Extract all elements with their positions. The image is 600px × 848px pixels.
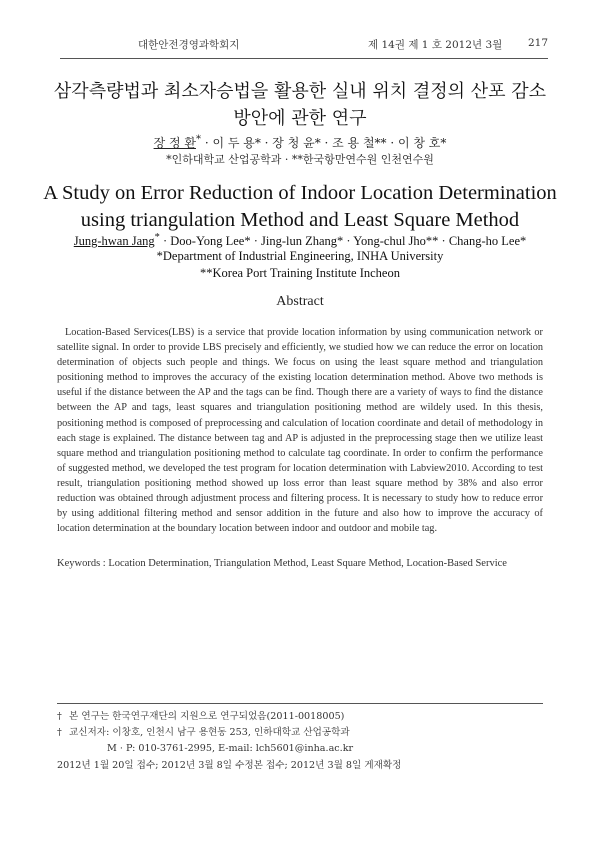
english-first-author-mark: *: [154, 232, 160, 243]
korean-authors: [40, 134, 560, 151]
footnotes: [57, 709, 543, 774]
korean-other-authors: · 이 두 용* · 장 청 윤* · 조 용 철** · 이 창 호*: [201, 136, 447, 150]
english-title-line-1: A Study on Error Reduction of Indoor Location Determination: [43, 182, 557, 204]
english-first-author: Jung-hwan Jang: [73, 234, 155, 249]
korean-title-line-2: 방안에 관한 연구: [233, 108, 367, 129]
corresponding-author-text: 교신저자: 이창호, 인천시 남구 용현동 253, 인하대학교 산업공학과: [69, 727, 350, 739]
footnote-rule: [57, 703, 543, 704]
page-number: 217: [527, 37, 548, 49]
english-title: [30, 180, 570, 234]
funding-text: 본 연구는 한국연구재단의 지원으로 연구되었음(2011-0018005): [69, 711, 345, 722]
korean-first-author: 장 정 환: [153, 136, 196, 150]
submission-dates: 2012년 1월 20일 접수; 2012년 3월 8일 수정본 접수; 2012년 3월 8일 게재확정: [57, 759, 402, 771]
dagger-mark: †: [57, 727, 62, 739]
header-rule: [60, 58, 548, 59]
contact-info: M · P: 010-3761-2995, E-mail: lch5601@inha.ac.kr: [107, 743, 354, 755]
abstract-heading: Abstract: [276, 294, 324, 309]
korean-affiliation: *인하대학교 산업공학과 · **한국항만연수원 인천연수원: [166, 153, 434, 166]
journal-name: 대한안전경영과학회지: [138, 39, 240, 51]
keywords: Keywords : Location Determination, Triangulation Method, Least Square Method, Location-Based Service: [57, 558, 507, 569]
korean-title: [40, 78, 560, 132]
english-other-authors: · Doo-Yong Lee* · Jing-lun Zhang* · Yong-chul Jho** · Chang-ho Lee*: [159, 234, 527, 249]
funding-note: [57, 709, 543, 725]
english-authors: [30, 232, 570, 249]
dagger-mark: †: [57, 711, 62, 722]
running-head: [68, 37, 548, 53]
abstract-body: Location-Based Services(LBS) is a service that provide location information by using communication network or satellite signal. In order to provide LBS precisely and efficiently, we studied how we can reduce the error on location determination of objects such people and things. We focus on using the least square method and triangulation positioning method to improves the accuracy of the existing location determination method. Above two methods is useful if the distance between the AP and the tags can be find. Though there are a variety of ways to find the distance between the AP and tags, least squares and triangulation positioning method are wildely used. In this thesis, positioning method is composed of preprocessing and calculation of location coordinate and detail of methodology in each stage is explained. The distance between tag and AP is adjusted in the preprocessing stage then we utilize least square method and triangulation positioning method to calculate tag coordinate. In order to confirm the performance of suggested method, we developed the test program for location determination with Labview2010. According to test result, triangulation positioning method showed up loss error than least square method by 38% and also error reduction was obtained through adjustment process and filtering process. It is necessary to study how to reduce error by using additional filtering method and sensor addition in the future and also how to improve the accuracy of location determination at the boundary location between indoor and outdoor and mobile tag.: [57, 327, 543, 535]
corresponding-author-note: [57, 725, 543, 741]
english-title-line-2: using triangulation Method and Least Square Method: [80, 209, 520, 231]
english-affiliation-1: *Department of Industrial Engineering, INHA University: [156, 249, 444, 263]
issue-info: 제 14권 제 1 호 2012년 3월: [368, 39, 503, 51]
korean-title-line-1: 삼각측량법과 최소자승법을 활용한 실내 위치 결정의 산포 감소: [53, 81, 547, 102]
english-affiliation-2: **Korea Port Training Institute Incheon: [200, 266, 400, 280]
korean-first-author-mark: *: [196, 134, 201, 145]
